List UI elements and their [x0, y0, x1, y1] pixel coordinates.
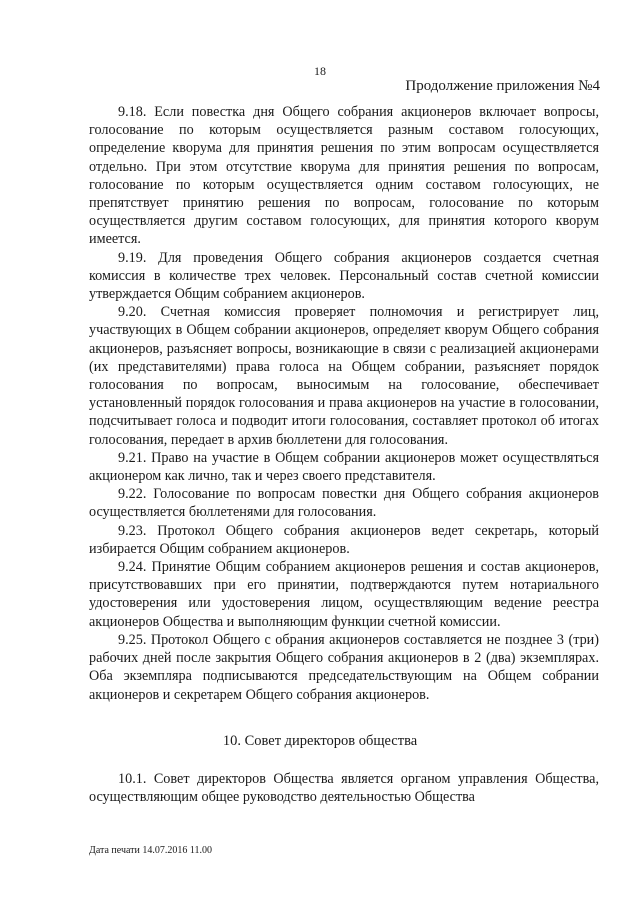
document-body	[89, 103, 599, 704]
paragraph-9-23: 9.23. Протокол Общего собрания акционеров ведет секретарь, который избирается Общим собранием акционеров.	[89, 522, 599, 557]
section-heading: 10. Совет директоров общества	[222, 733, 418, 749]
paragraph-9-21: 9.21. Право на участие в Общем собрании акционеров может осуществляться акционером как лично, так и через своего представителя.	[89, 449, 599, 485]
print-date: Дата печати 14.07.2016 11.00	[89, 845, 213, 856]
paragraph-9-19: 9.19. Для проведения Общего собрания акционеров создается счетная комиссия в количестве трех человек. Персональный состав счетной комиссии утверждается Общим собранием акционеров.	[89, 249, 599, 303]
paragraph-9-25: 9.25. Протокол Общего с обрания акционеров составляется не позднее 3 (три) рабочих дней после закрытия Общего собрания акционеров в 2 (два) экземплярах. Оба экземпляра подписываются председательствующим на Общем собрании акционеров и секретарем Общего собрания акционеров.	[89, 631, 599, 703]
paragraph-9-22: 9.22. Голосование по вопросам повестки дня Общего собрания акционеров осуществляется бюллетенями для голосования.	[89, 486, 599, 521]
paragraph-9-24: 9.24. Принятие Общим собранием акционеров решения и состав акционеров, присутствовавших при его принятии, подтверждаются путем нотариального удостоверения или удостоверения лицом, осуществляющим ведение реестра акционеров Общества и выполняющим функции счетной комиссии.	[89, 559, 599, 630]
document-body-tail	[89, 770, 599, 806]
paragraph-9-20: 9.20. Счетная комиссия проверяет полномочия и регистрирует лиц, участвующих в Общем собрании акционеров, определяет кворум Общего собрания акционеров, разъясняет вопросы, возникающие в связи с реализацией акционерами (их представителями) права голоса на Общем собрании, разъясняет порядок голосования по вопросам, выносимым на голосование, обеспечивает установленный порядок голосования и права акционеров на участие в голосовании, подсчитывает голоса и подводит итоги голосования, составляет протокол об итогах голосования, передает в архив бюллетени для голосования.	[89, 304, 599, 448]
paragraph-10-1: 10.1. Совет директоров Общества является органом управления Общества, осуществляющим общее руководство деятельностью Общества	[89, 771, 599, 806]
page-number: 18	[314, 64, 326, 78]
appendix-note: Продолжение приложения №4	[405, 78, 600, 94]
paragraph-9-18: 9.18. Если повестка дня Общего собрания акционеров включает вопросы, голосование по которым осуществляется разным составом голосующих, определение кворума для принятия решения по этим вопросам осуществляется отдельно. При этом отсутствие кворума для принятия решения по вопросам, голосование по которым осуществляется одним составом голосующих, не препятствует принятию решения по вопросам, голосование по которым осуществляется другим составом голосующих, для принятия которого кворум имеется.	[89, 104, 599, 248]
